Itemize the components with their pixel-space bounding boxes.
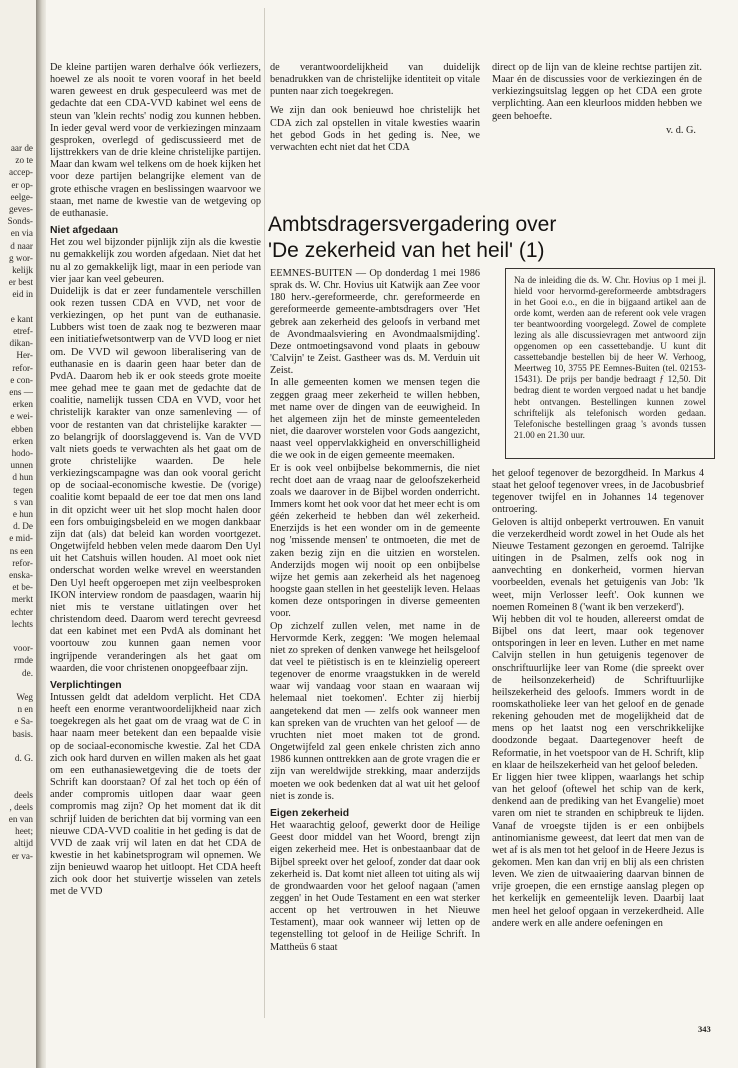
facing-page-fragment: etref- — [13, 326, 33, 336]
article-title — [268, 212, 718, 264]
facing-page-fragment: en via — [10, 228, 33, 239]
facing-page-fragment: n en — [17, 704, 33, 715]
facing-page-fragment: ns een — [9, 545, 33, 556]
facing-page-fragment: accep- — [9, 167, 33, 178]
cassette-notice-box — [505, 268, 715, 459]
article-column-3 — [492, 468, 704, 1022]
facing-page-fragment: deels — [14, 789, 33, 800]
facing-page-fragment: dikan- — [9, 338, 33, 349]
facing-page-fragment: voor- — [13, 643, 33, 654]
facing-page-fragment: d. G. — [14, 753, 33, 763]
facing-page-fragment: s van — [13, 496, 33, 507]
facing-page-fragment: rmde — [14, 655, 33, 666]
article-paragraph: EEMNES-BUITEN — Op donderdag 1 mei 1986 sprak ds. W. Chr. Hovius uit Katwijk aan Zee voor 180 herv.-gereformeerde, chr. gereformeerde en gereformeerde gemeente-ambtsdragers over 'Het gebrek aan zekerheid des geloofs in verband met de Avondmaalsviering en Avondmaalsmijding'. Deze ontmoetingsavond vond plaats in gebouw 'Calvijn' te Zeist. Gastheer was ds. M. Verduin uit Zeist. — [270, 268, 480, 377]
section-heading-niet-afgedaan: Niet afgedaan — [50, 225, 119, 237]
facing-page-fragment: d. De — [13, 521, 33, 532]
facing-page-fragment: e kant — [10, 313, 33, 324]
facing-page-fragment: enska- — [9, 570, 33, 580]
facing-page-fragment: lechts — [11, 618, 33, 629]
facing-page-fragment: e Sa- — [14, 716, 33, 727]
article-paragraph: Wij hebben dit vol te houden, allereerst omdat de Bijbel ons dat leert, maar ook tegenover ontsporingen in leer en leven. Luther en met name Calvijn stellen in hun getuigenis tegenover de onschriftuurlijke leer van Rome (die spreekt over de heilsonzekerheid) de Schriftuurlijke heilszekerheid des geloofs. Immers wordt in de roomskatholieke leer van het geloof en de genade rekening gehouden met de mogelijkheid dat de mens op het laatst nog een verschrikkelijke doodzonde begaat. Daartegenover heeft de Reformatie, in het voetspoor van de H. Schrift, klip en klaar de heilszekerheid van het geloof beleden. — [492, 613, 704, 771]
facing-page-fragment: e con- — [10, 374, 33, 385]
facing-page-fragment: d hun — [12, 472, 33, 483]
facing-page-fragment: eelge- — [10, 191, 33, 202]
article-title-line-2: 'De zekerheid van het heil' (1) — [268, 239, 545, 262]
facing-page-fragment: zo te — [15, 155, 33, 166]
facing-page-fragment: , deels — [9, 801, 33, 812]
column-1-paragraph: Het zou wel bijzonder pijnlijk zijn als die kwestie nu gemakkelijk zou worden afgedaan. Niet dat het nu al zo gemakkelijk ligt, maar in een periode van vier jaar kan veel gebeuren. — [50, 237, 261, 285]
facing-page-fragment: g wor- — [8, 252, 33, 263]
article-paragraph: Geloven is altijd onbeperkt vertrouwen. En vanuit die verzekerdheid wordt zowel in het Oude als het Nieuwe Testament gezongen en geroemd. Talrijke uitingen in de Psalmen, zelfs ook nog in aanvechting en donkerheid, vormen hiervan voorbeelden, evenals het getuigenis van Job: 'Ik weet, mijn Verlosser leeft'. Ook kunnen we noemen Romeinen 8 ('want ik ben verzekerd'). — [492, 516, 704, 613]
column-3-paragraph: direct op de lijn van de kleine rechtse partijen zit. Maar én de discussies voor de verkiezingen én de verkiezingsuitslag leggen op het CDA een grote verplichting. Aan een kleurloos midden hebben we geen behoefte. — [492, 62, 702, 122]
facing-page-fragment: heet; — [15, 826, 33, 837]
facing-page-fragment: e wei- — [10, 411, 33, 422]
facing-page-fragment: er va- — [11, 850, 33, 861]
facing-page-fragment: altijd — [14, 838, 33, 849]
page-number: 343 — [698, 1024, 711, 1034]
facing-page-fragment: ens — — [9, 387, 33, 397]
facing-page-fragment: erken — [12, 435, 33, 446]
column-1-paragraph: De kleine partijen waren derhalve óók verliezers, hoewel ze als nooit te voren vooraf in het beeld waren geweest en druk gespeculeerd was met de gedachte dat een CDA-VVD kabinet wel eens de steun van 'klein rechts' nodig zou kunnen hebben. In ieder geval werd voor de verkiezingen minzaam gesproken, overlegd of gediscussieerd met de lijsttrekkers van de drie kleine christelijke partijen. Maar dan kwam wel telkens om de hoek kijken het voor deze partijen belangrijke element van de grote ethische vragen en beslissingen waarvoor we staan, met name de kwestie van de wetgeving op de euthanasie. — [50, 62, 261, 219]
facing-page-fragment: echter — [10, 606, 33, 617]
column-1-paragraph: Duidelijk is dat er zeer fundamentele verschillen ook rezen tussen CDA en VVD, net voor de verkiezingen, op het punt van de euthanasie. Lubbers wist toen de zaak nog te bezweren maar een initiatiefwetsontwerp van de VVD loog er niet om. De VVD wil gewoon liberalisering van de euthanasie en is daarin geen haar beter dan de PvdA. Daarom heb ik er ook steeds grote moeite mee gehad mee te gaan met de gedachte dat de coalitie, namelijk tussen CDA en VVD, voor het christelijk karakter van onze samenleving — of voor de restanten van dat christelijke karakter — zo belangrijk of doorslaggevend is. Van de VVD valt niets goeds te verwachten als het gaat om de grote christelijke waarden. De hele verkiezingscampagne was dan ook vooral gericht op de sociaal-economische kwestie. De (vorige) coalitie komt bepaald de eer toe dat men ons land in dit opzicht weer uit het slop mocht halen door een fors ombuigingsbeleid en we mogen dankbaar zijn dat (als) dat beleid kan worden voortgezet. Ongetwijfeld hebben velen mede daarom Den Uyl uit het Catshuis willen houden. Al moet ook niet onderschat worden welke wrevel en weerstanden Den Uyl heeft opgeroepen met zijn veelbesproken IKON interview rondom de paasdagen, waarin hij niet mis te verstane uitlatingen over het christendom deed. Daarom werd terecht gevreesd dat een kabinet met een PvdA als dominant het voortouw zou kunnen gaan nemen voor ingrijpende veranderingen als het gaat om waarden, die voor christenen onopgeefbaar zijn. — [50, 285, 261, 674]
facing-page-fragment: e hun — [12, 509, 33, 519]
facing-page-fragment: er best — [8, 277, 33, 288]
article-paragraph: Op zichzelf zullen velen, met name in de Hervormde Kerk, zeggen: 'We mogen helemaal niet zo spreken of denken vanwege het heilsgeloof dat veel te piëtistisch is en te kleinzielig opereert tegenover de enorme vraagstukken in de wereld waar wij vandaag voor staan en waaraan wij helemaal niet toekomen'. Echter zij hierbij aangetekend dat men — zelfs ook wanneer men kan spreken van de vruchten van het geloof — de vruchten niet moet maken tot de grond. Ongetwijfeld zal geen enkele christen zich anno 1986 kunnen onttrekken aan de grote vragen die er zijn van wereldwijde strekking, maar anderzijds moeten we ook bedenken dat al wat uit het geloof niet is zonde is. — [270, 620, 480, 802]
article-paragraph: Het waarachtig geloof, gewerkt door de Heilige Geest door middel van het Woord, brengt zijn eigen zekerheid mee. Het is onbestaanbaar dat de Bijbel spreekt over het geloof, zonder dat daar ook zekerheid is. Dat komt niet alleen tot uiting als wij de grondwaarden voor het geloof nagaan ('amen zeggen' in het Oude Testament en een wat sterker accent op het vertrouwen in het Nieuwe Testament), maar ook wanneer wij letten op de tegenstelling tot geloof in de Heilige Schrift. In Mattheüs 6 staat — [270, 820, 480, 953]
facing-page-strip — [0, 0, 37, 1068]
article-paragraph: In alle gemeenten komen we mensen tegen die zeggen graag meer zekerheid te willen hebben, met name over de dingen van de eeuwigheid. In het algemeen zijn het de minste gemeenteleden niet, die daarover worstelen voor Gods aangezicht, naast veel oppervlakkigheid en onverschilligheid die we ook in de eigen gemeente meemaken. — [270, 377, 480, 462]
facing-page-fragment: merkt — [11, 594, 33, 605]
facing-page-fragment: hodo- — [11, 448, 33, 458]
page-fold-shadow — [36, 0, 46, 1068]
facing-page-fragment: refor- — [12, 557, 33, 568]
facing-page-fragment: tegen — [13, 484, 33, 495]
article-title-line-1: Ambtsdragersvergadering over — [268, 213, 557, 236]
facing-page-fragment: aar de — [10, 143, 33, 153]
facing-page-fragment: en van — [8, 814, 33, 824]
facing-page-fragment: basis. — [12, 728, 33, 739]
facing-page-fragment: ebben — [11, 423, 33, 434]
facing-page-fragment: Sonds- — [7, 216, 33, 227]
facing-page-fragment: geves- — [9, 204, 33, 214]
column-2-top — [270, 62, 480, 182]
facing-page-fragment: Weg — [16, 692, 33, 702]
facing-page-fragment: er op- — [11, 179, 33, 190]
facing-page-fragment: de. — [22, 667, 33, 678]
facing-page-fragment: eid in — [12, 289, 33, 300]
facing-page-fragment: Her- — [16, 350, 33, 361]
facing-page-fragment: e mid- — [9, 533, 33, 544]
article-column-2 — [270, 268, 480, 1022]
column-1 — [50, 62, 261, 1022]
cassette-notice-text: Na de inleiding die ds. W. Chr. Hovius op 1 mei jl. hield voor hervormd-gereformeerde ambtsdragers in het Gooi e.o., en die in bijgaand artikel aan de orde komt, werden aan de referent ook vele vragen ter beantwoording voorgelegd. Zowel de complete lezing als alle discussievragen met antwoord zijn opgenomen op een cassettebandje. U kunt dit cassettebandje bestellen bij de heer W. Verhoog, Meertweg 10, 3755 PE Eemnes-Buiten (tel. 02153-15431). De prijs per bandje bedraagt ƒ 12,50. Dit bedrag dient te worden vergoed nadat u het bandje hebt ontvangen. Bestellingen kunnen zowel schriftelijk als telefonisch worden gedaan. Telefonische bestellingen graag 's avonds tussen 21.00 en 21.30 uur. — [514, 275, 706, 440]
column-divider — [264, 8, 265, 1018]
author-signature: v. d. G. — [666, 124, 696, 136]
magazine-page — [46, 0, 738, 1068]
facing-page-fragment: kelijk — [12, 265, 33, 275]
facing-page-fragment: unnen — [10, 460, 33, 471]
column-3-top — [492, 62, 702, 192]
article-paragraph: Er liggen hier twee klippen, waarlangs het schip van het geloof (oftewel het schip van de kerk, denkend aan de prediking van het Evangelie) moet varen om niet te stranden en schipbreuk te lijden. Vanaf de vroegste tijden is er een onbijbels antinomianisme geweest, dat leert dat men van de wet af is als men tot het geloof in de Heere Jezus is gekomen. Men kan dan vrij en blij als een christen leven. We zien de uitwaaiering daarvan binnen de vrije groepen, die een ernstige aanslag plegen op het kerkelijk en gemeentelijk leven. Daarbij laat men heel het geloof opgaan in verzekerdheid. Alle andere werk en alle andere oefeningen en — [492, 771, 704, 929]
facing-page-fragment: et be- — [12, 582, 33, 593]
facing-page-fragment: d naar — [10, 240, 33, 251]
facing-page-fragment: erken — [12, 399, 33, 410]
article-paragraph: het geloof tegenover de bezorgdheid. In Markus 4 staat het geloof tegenover vrees, in de Jacobusbrief tegenover twijfel en in Johannes 14 tegenover ontroering. — [492, 468, 704, 516]
facing-page-fragment: refor- — [12, 362, 33, 373]
article-paragraph: Er is ook veel onbijbelse bekommernis, die niet recht doet aan de vraag naar de geloofszekerheid zoals we daarover in de Bijbel worden onderricht. Immers komt het ook voor dat het meer echt is om géén zekerheid te hebben dan wél zekerheid. Enerzijds is het een wonder om in de gemeente nog 'missende mensen' te ontmoeten, die met de zaken bezig zijn en die uitzien en worstelen. Anderzijds mogen wij nooit op een onbijbelse wijze het gemis aan zekerheid als het nagenoeg hoogste gaan stellen in het geestelijk leven. Helaas komen deze ontsporingen in diverse gemeenten voor. — [270, 462, 480, 620]
section-heading-eigen-zekerheid: Eigen zekerheid — [270, 807, 350, 819]
column-1-paragraph: Intussen geldt dat adeldom verplicht. Het CDA heeft een enorme verantwoordelijkheid naar zich toegekregen als het gaat om de vraag wat de C in haar naam meer betekent dan een bepaalde visie op de sociaal-economische kwestie. Zal het CDA zich ook hard durven en willen maken als het gaat om een euthanasiewetgeving die de toets der Schrift kan doorstaan? Of zal het toch op één of ander compromis uitlopen daar waar geen compromis mag zijn? Op het moment dat ik dit schrijf luiden de berichten dat bij vorming van een nieuwe CDA-VVD coalitie in het geding is dat de VVD de zaak vrij wil laten en dat het CDA de kwestie in het kabinetsprogram wil opnemen. We zijn benieuwd waarop het uitloopt. Het CDA heeft zich ook door het stuivertje wisselen van zetels met de VVD — [50, 691, 261, 898]
column-2-paragraph: de verantwoordelijkheid van duidelijk benadrukken van de christelijke identiteit op vitale punten naar zich toegekregen. — [270, 62, 480, 98]
column-2-paragraph: We zijn dan ook benieuwd hoe christelijk het CDA zich zal opstellen in vitale kwesties waarin het gebod Gods in het geding is. Nee, we verwachten echt niet dat het CDA — [270, 105, 480, 153]
section-heading-verplichtingen: Verplichtingen — [50, 679, 122, 691]
